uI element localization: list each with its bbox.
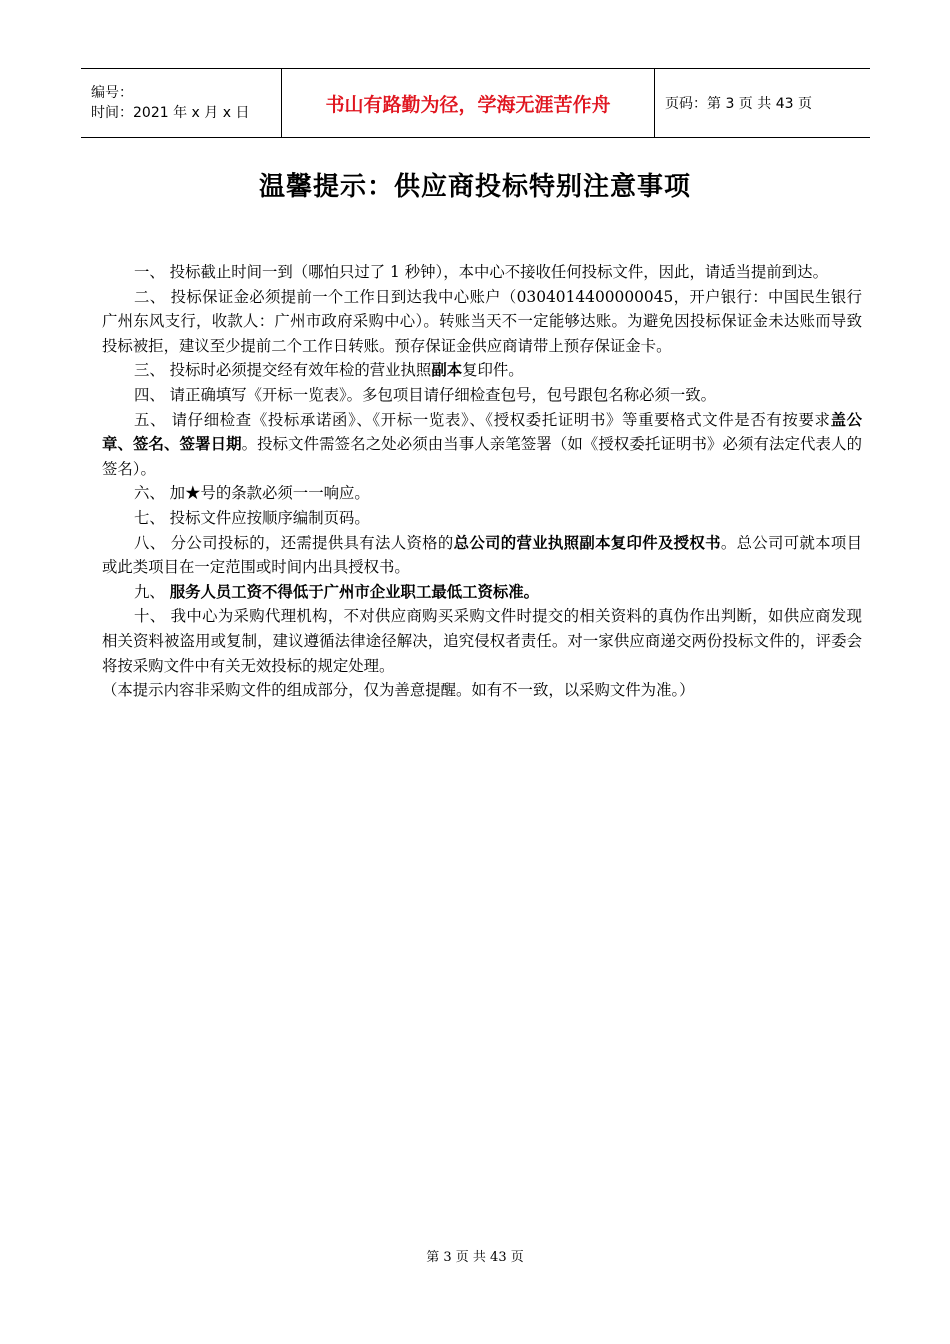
- header-motto: [281, 69, 655, 137]
- emphasis-text: 副本: [431, 361, 463, 380]
- notice-content: [102, 260, 862, 703]
- notice-item-9: 九、 服务人员工资不得低于广州市企业职工最低工资标准。: [134, 582, 540, 601]
- motto-text: 书山有路勤为径，学海无涯苦作舟: [325, 93, 611, 116]
- notice-item-7: 七、 投标文件应按顺序编制页码。: [134, 508, 370, 527]
- notice-item-6: 六、 加★号的条款必须一一响应。: [134, 484, 370, 503]
- page-title: 温馨提示：供应商投标特别注意事项: [258, 172, 691, 202]
- notice-item-1: 一、 投标截止时间一到（哪怕只过了 1 秒钟），本中心不接收任何投标文件，因此，请适当提前到达。: [134, 263, 828, 281]
- notice-item-10: 十、 我中心为采购代理机构，不对供应商购买采购文件时提交的相关资料的真伪作出判断，如供应商发现相关资料被盗用或复制，建议遵循法律途径解决，追究侵权者责任。对一家供应商递交两份投标文件的，评委会将按采购文件中有关无效投标的规定处理。: [102, 607, 862, 675]
- notice-item-2: 二、 投标保证金必须提前一个工作日到达我中心账户（0304014400000045，开户银行：中国民生银行广州东风支行，收款人：广州市政府采购中心）。转账当天不一定能够达账。为避免因投标保证金未达账而导致投标被拒，建议至少提前二个工作日转账。预存保证金供应商请带上预存保证金卡。: [102, 287, 862, 355]
- document-date: 时间：2021 年 x 月 x 日: [91, 105, 250, 121]
- emphasis-text: 服务人员工资不得低于广州市企业职工最低工资标准。: [169, 582, 540, 601]
- notice-item-4: 四、 请正确填写《开标一览表》。多包项目请仔细检查包号，包号跟包名称必须一致。: [134, 385, 717, 404]
- emphasis-text: 盖公章、签名、签署日期: [102, 410, 862, 454]
- page-info-text: 页码：第 3 页 共 43 页: [665, 96, 812, 112]
- page-footer: 第 3 页 共 43 页: [426, 1250, 524, 1265]
- document-number-label: 编号：: [91, 85, 133, 101]
- notice-item-3: 三、 投标时必须提交经有效年检的营业执照副本复印件。: [134, 361, 524, 380]
- notice-item-5: 五、 请仔细检查《投标承诺函》、《开标一览表》、《授权委托证明书》等重要格式文件是否有按要求盖公章、签名、签署日期。投标文件需签名之处必须由当事人亲笔签署（如《授权委托证明书》必须有法定代表人的签名）。: [102, 410, 862, 478]
- header-page-info: [655, 69, 870, 137]
- emphasis-text: 总公司的营业执照副本复印件及授权书: [453, 533, 721, 552]
- header-meta: [81, 69, 281, 137]
- disclaimer-note: （本提示内容非采购文件的组成部分，仅为善意提醒。如有不一致，以采购文件为准。）: [102, 681, 695, 700]
- notice-item-8: 八、 分公司投标的，还需提供具有法人资格的总公司的营业执照副本复印件及授权书。总公司可就本项目或此类项目在一定范围或时间内出具授权书。: [102, 533, 862, 577]
- page-header: [81, 68, 870, 138]
